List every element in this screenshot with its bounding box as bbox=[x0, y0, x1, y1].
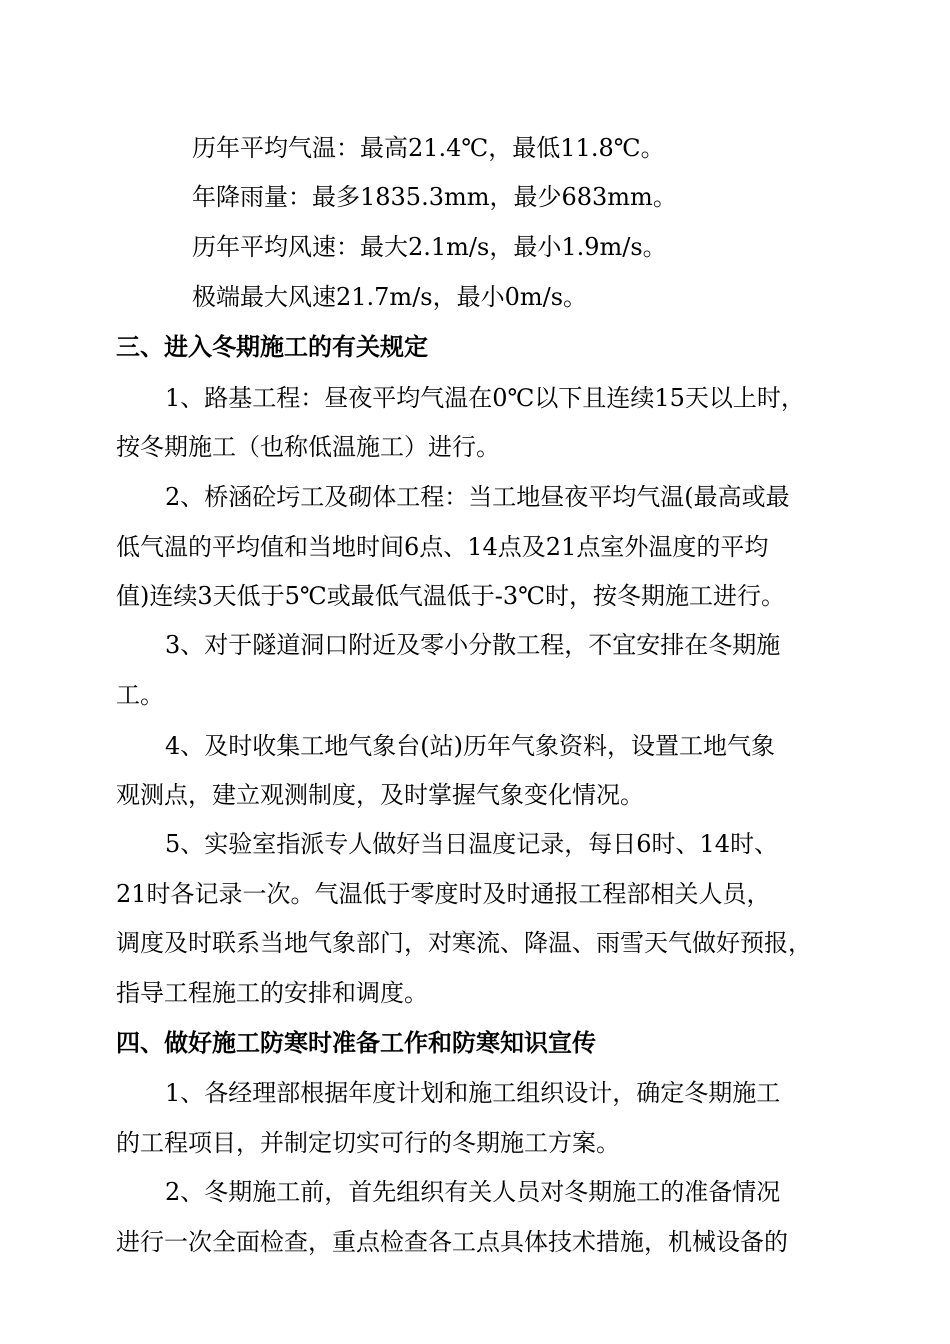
climate-extreme-wind-line: 极端最大风速21.7m/s，最小0m/s。 bbox=[192, 283, 588, 311]
paragraph-line: 指导工程施工的安排和调度。 bbox=[116, 979, 428, 1007]
paragraph-line: 观测点，建立观测制度，及时掌握气象变化情况。 bbox=[116, 781, 644, 809]
paragraph-line: 4、及时收集工地气象台(站)历年气象资料，设置工地气象 bbox=[165, 732, 775, 760]
paragraph-line: 的工程项目，并制定切实可行的冬期施工方案。 bbox=[116, 1129, 620, 1157]
paragraph-line: 3、对于隧道洞口附近及零小分散工程，不宜安排在冬期施 bbox=[165, 631, 781, 659]
climate-rainfall-line: 年降雨量：最多1835.3mm，最少683mm。 bbox=[192, 183, 677, 211]
paragraph-line: 1、路基工程：昼夜平均气温在0℃以下且连续15天以上时， bbox=[165, 384, 805, 412]
paragraph-line: 低气温的平均值和当地时间6点、14点及21点室外温度的平均 bbox=[116, 533, 769, 561]
section-4-heading: 四、做好施工防寒时准备工作和防寒知识宣传 bbox=[116, 1029, 596, 1057]
paragraph-line: 2、冬期施工前，首先组织有关人员对冬期施工的准备情况 bbox=[165, 1178, 781, 1206]
paragraph-line: 21时各记录一次。气温低于零度时及时通报工程部相关人员， bbox=[116, 880, 771, 908]
section-3-heading: 三、进入冬期施工的有关规定 bbox=[116, 333, 428, 361]
paragraph-line: 调度及时联系当地气象部门，对寒流、降温、雨雪天气做好预报， bbox=[116, 929, 812, 957]
paragraph-line: 工。 bbox=[116, 681, 164, 709]
paragraph-line: 按冬期施工（也称低温施工）进行。 bbox=[116, 433, 500, 461]
paragraph-line: 1、各经理部根据年度计划和施工组织设计，确定冬期施工 bbox=[165, 1079, 781, 1107]
climate-wind-line: 历年平均风速：最大2.1m/s，最小1.9m/s。 bbox=[192, 233, 667, 261]
paragraph-line: 进行一次全面检查，重点检查各工点具体技术措施，机械设备的 bbox=[116, 1228, 788, 1256]
paragraph-line: 5、实验室指派专人做好当日温度记录，每日6时、14时、 bbox=[165, 830, 779, 858]
paragraph-line: 2、桥涵砼圬工及砌体工程：当工地昼夜平均气温(最高或最 bbox=[165, 483, 790, 511]
climate-temperature-line: 历年平均气温：最高21.4℃，最低11.8℃。 bbox=[192, 134, 665, 162]
paragraph-line: 值)连续3天低于5℃或最低气温低于-3℃时，按冬期施工进行。 bbox=[116, 582, 785, 610]
